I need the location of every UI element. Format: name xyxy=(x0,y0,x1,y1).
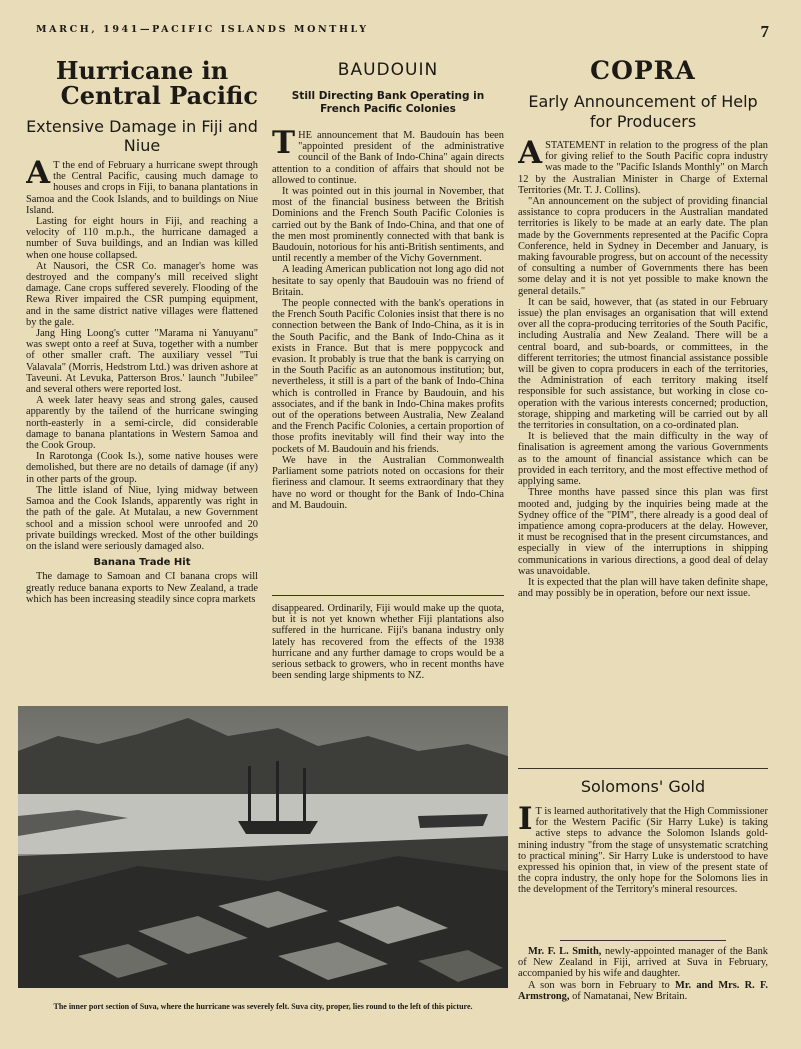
baudouin-paragraph: A leading American publication not long ago did not hesitate to say openly that Baudouin was no friend of Britain. xyxy=(272,264,504,298)
column-divider xyxy=(560,940,726,941)
hurricane-paragraph: Jang Hing Loong's cutter "Marama ni Yanuyanu" was swept onto a reef at Suva, together with a number of other smaller craft. The auxiliary vessel "Tui Valavala" (Morris, Hedstrom Ltd.) was driven ashore at Taveuni. At Levuka, Patterson Bros.' launch "Jubilee" and several others were reported lost. xyxy=(26,328,258,396)
hurricane-continuation: disappeared. Ordinarily, Fiji would make up the quota, but it is not yet known whether Fiji plantations also suffered in the hurricane. Fiji's banana industry only lately has recovered from the effects of the 1938 hurricane and any further damage to crops would be a serious setback to growers, who in recent months have been sending large shipments to NZ. xyxy=(272,603,504,682)
solomons-headline: Solomons' Gold xyxy=(580,777,706,796)
personal-notes xyxy=(518,946,768,1036)
hurricane-paragraph: Lasting for eight hours in Fiji, and reaching a velocity of 110 m.p.h., the hurricane damaged a number of Suva buildings, and an Indian was killed when one house collapsed. xyxy=(26,216,258,261)
hurricane-paragraph: The little island of Niue, lying midway between Samoa and the Cook Islands, apparently was right in the path of the gale. At Mutalau, a new Government school and a mission school were unroofed and 20 private buildings wrecked. Most of the other buildings on the island were seriously damaged also. xyxy=(26,484,258,552)
copra-paragraph: Three months have passed since this plan was first mooted and, judging by the inquiries being made at the Sydney office of the "PIM", there already is a good deal of impatience among copra-producers at the delay. However, it must be recognised that in the present circumstances, and especially in view of the interruptions in shipping communications in various directions, a good deal of delay was unavoidable. xyxy=(518,487,768,577)
hurricane-dropcap: A xyxy=(26,160,51,191)
column-divider xyxy=(518,768,768,769)
column-divider xyxy=(272,595,504,596)
copra-paragraph: "An announcement on the subject of providing financial assistance to copra producers in the Australian mandated territories is likely to be made at an early date. The plan made by the Governments represented at the Pacific Copra Conference, held in Sydney in December and January, is making favourable progress, but on account of the necessity of consulting a number of Governments there has been some delay and it is not yet possible to make known the general details." xyxy=(518,196,768,297)
hurricane-paragraph: At Nausori, the CSR Co. manager's home was destroyed and the company's mill received slight damage. Cane crops suffered severely. Flooding of the Rewa River impaired the CSR pumping equipment, and in the same district native villages were flattened by the gale. xyxy=(26,260,258,328)
baudouin-headline: BAUDOUIN xyxy=(337,60,439,80)
solomons-dropcap: I xyxy=(518,806,533,837)
hurricane-headline: Hurricane in Central Pacific xyxy=(55,56,258,110)
baudouin-paragraph: We have in the Australian Commonwealth Parliament some patriots noted on occasions for their fieriness and clamour. It seems extraordinary that they have no word or thought for the Bank of Indo-China and M. Baudouin. xyxy=(272,454,504,511)
hurricane-subtitle: Extensive Damage in Fiji and Niue xyxy=(26,117,258,155)
personal-note: A son was born in February to Mr. and Mrs. R. F. Armstrong, of Namatanai, New Britain. xyxy=(518,979,768,1002)
copra-paragraph: It is expected that the plan will have taken definite shape, and may possibly be in operation, before our next issue. xyxy=(518,576,768,600)
hurricane-article: A T the end of February a hurricane swept through the Central Pacific, causing much damage to houses and crops in Fiji, to banana plantations in Samoa and the Cook Islands, and to buildings on Niue Island. Lasting for eight hours in Fiji, and reaching a velocity of 110 m.p.h., the hurricane damaged a number of Suva buildings, and an Indian was killed when one house collapsed. At Nausori, the CSR Co. manager's home was destroyed and the company's mill received slight damage. Cane crops suffered severely. Flooding of the Rewa River impaired the CSR pumping equipment, and in the same district native villages were flattened by the gale. Jang Hing Loong's cutter "Marama ni Yanuyanu" was swept onto a reef at Suva, together with a number of other smaller craft. The auxiliary vessel "Tui Valavala" (Morris, Hedstrom Ltd.) was driven ashore at Taveuni. At Levuka, Patterson Bros.' launch "Jubilee" and several others were reported lost. A week later heavy seas and strong gales, caused apparently by the tailend of the hurricane swinging north-easterly in a semi-circle, did considerable damage to banana plantations in Western Samoa and the Cook Group. In Rarotonga (Cook Is.), some native houses were demolished, but there are no details of damage (if any) in other parts of the group. The little island of Niue, lying midway between Samoa and the Cook Islands, apparently was right in the path of the gale. At Mutalau, a new Government school and a mission school were unroofed and 20 private buildings wrecked. Most of the other buildings on the island were seriously damaged also. Banana Trade Hit The damage to Samoan and CI banana crops will greatly reduce banana exports to New Zealand, a trade which has been increasing steadily since copra markets xyxy=(26,160,258,605)
hurricane-paragraph: A week later heavy seas and strong gales, caused apparently by the tailend of the hurricane swinging north-easterly in a semi-circle, did considerable damage to banana plantations in Western Samoa and the Cook Group. xyxy=(26,395,258,452)
copra-headline: COPRA xyxy=(590,56,696,85)
banana-paragraph: The damage to Samoan and CI banana crops will greatly reduce banana exports to New Zealand, a trade which has been increasing steadily since copra markets xyxy=(26,571,258,605)
copra-subtitle: Early Announcement of Help for Producers xyxy=(528,92,758,131)
baudouin-subtitle: Still Directing Bank Operating in French Pacific Colonies xyxy=(291,90,485,115)
copra-paragraph: It can be said, however, that (as stated in our February issue) the plan envisages an organisation that will extend over all the copra-producing territories of the South Pacific, including Australia and New Zealand. There will be a central board, and sub-boards, or committees, in the different territories; the utmost financial assistance possible will be given to copra producers in each of the territories, the Administration of each territory making itself responsible for such assistance, but working in close co-operation with the various interests concerned; production, storage, shipping and marketing will be carried out by all the territories in consultation, on a co-ordinated plan. xyxy=(518,296,768,432)
suva-harbour-photo xyxy=(18,706,508,988)
copra-dropcap: A xyxy=(518,140,543,171)
personal-note: Mr. F. L. Smith, newly-appointed manager of the Bank of New Zealand in Fiji, arrived at Suva in February, accompanied by his wife and daughter. xyxy=(518,946,768,980)
baudouin-article: THE announcement that M. Baudouin has been "appointed president of the administrative council of the Bank of Indo-China" again directs attention to a condition of affairs that should not be allowed to continue. It was pointed out in this journal in November, that most of the financial business between the British Dominions and the French South Pacific Colonies is carried out by the Bank of Indo-China, and that one of the men most prominently connected with that bank is Baudouin, notorious for his anti-British sentiments, and until recently a member of the Vichy Government. A leading American publication not long ago did not hesitate to say openly that Baudouin was no friend of Britain. The people connected with the bank's operations in the French South Pacific Colonies insist that there is no connection between the Bank of Indo-China, as it is in the South Pacific, and the Bank of Indo-China as it exists in France. But that is mere poppycock and evasion. It probably is true that the bank is carrying on in the South Pacific as an autonomous institution; but, nevertheless, it still is a part of the bank of Indo-China which is controlled in France by Baudouin, and his associates, and if the bank in Indo-China makes profits out of the operations between Australia, New Zealand and the French Pacific Colonies, a certain proportion of those profits inevitably will find their way into the pockets of M. Baudouin and his friends. We have in the Australian Commonwealth Parliament some patriots noted on occasions for their fieriness and clamour. It seems extraordinary that they have no word or thought for the Bank of Indo-China and M. Baudouin. xyxy=(272,130,504,511)
copra-paragraph: It is believed that the main difficulty in the way of finalisation is agreement among the various Governments as to the amount of financial assistance which can be provided in each territory, and the most effective method of applying same. xyxy=(518,431,768,488)
photo-caption: The inner port section of Suva, where the hurricane was severely felt. Suva city, proper, lies round to the left of this picture. xyxy=(53,1002,473,1011)
solomons-article: I T is learned authoritatively that the High Commissioner for the Western Pacific (Sir Harry Luke) is taking active steps to advance the Solomon Islands gold-mining industry "from the stage of unsystematic scratching to practical mining". Sir Harry Luke is understood to have expressed his opinion that, in view of the present state of the copra industry, the only hope for the Solomons lies in the development of the Territory's mineral resources. xyxy=(518,806,768,896)
page-number: 7 xyxy=(760,22,769,41)
baudouin-paragraph: The people connected with the bank's operations in the French South Pacific Colonies insist that there is no connection between the Bank of Indo-China, as it is in the South Pacific, and the Bank of Indo-China as it exists in France. But that is mere poppycock and evasion. It probably is true that the bank is carrying on in the South Pacific as an autonomous institution; but, nevertheless, it still is a part of the bank of Indo-China which is controlled in France by Baudouin, and his associates, and if the bank in Indo-China makes profits out of the operations between Australia, New Zealand and the French Pacific Colonies, a certain proportion of those profits inevitably will find their way into the pockets of M. Baudouin and his friends. xyxy=(272,298,504,455)
running-head: MARCH, 1941—PACIFIC ISLANDS MONTHLY xyxy=(36,24,369,35)
hurricane-paragraph: In Rarotonga (Cook Is.), some native houses were demolished, but there are no details of damage (if any) in other parts of the group. xyxy=(26,451,258,485)
baudouin-paragraph: It was pointed out in this journal in November, that most of the financial business between the British Dominions and the French South Pacific Colonies is carried out by the Bank of Indo-China, and that one of the men most prominently connected with that bank is Baudouin, notorious for his anti-British sentiments, and until recently a member of the Vichy Government. xyxy=(272,186,504,265)
banana-subheading: Banana Trade Hit xyxy=(93,557,191,569)
baudouin-dropcap: T xyxy=(272,130,296,161)
copra-article: ASTATEMENT in relation to the progress of the plan for giving relief to the South Pacific copra industry was made to the "Pacific Islands Monthly" on March 12 by the Australian Minister in Charge of External Territories (Mr. T. J. Collins). "An announcement on the subject of providing financial assistance to copra producers in the Australian mandated territories is likely to be made at an early date. The plan made by the Governments represented at the Pacific Copra Conference, held in Sydney in December and January, is making favourable progress, but on account of the necessity of consulting a number of Governments there has been some delay and it is not yet possible to make known the general details." It can be said, however, that (as stated in our February issue) the plan envisages an organisation that will extend over all the copra-producing territories of the South Pacific, including Australia and New Zealand. There will be a central board, and sub-boards, or committees, in the different territories; the utmost financial assistance possible will be given to copra producers in each of the territories, the Administration of each territory making itself responsible for such assistance, but working in close co-operation with the various interests concerned; production, storage, shipping and marketing will be carried out by all the territories in consultation, on a co-ordinated plan. It is believed that the main difficulty in the way of finalisation is agreement among the various Governments as to the amount of financial assistance which can be provided in each territory, and the most effective method of applying same. Three months have passed since this plan was first mooted and, judging by the inquiries being made at the Sydney office of the "PIM", there already is a good deal of impatience among copra-producers at the delay. However, it must be recognised that in the present circumstances, and especially in view of the interruptions in shipping communications in various directions, a good deal of delay was unavoidable. It is expected that the plan will have taken definite shape, and may possibly be in operation, before our next issue. xyxy=(518,140,768,600)
